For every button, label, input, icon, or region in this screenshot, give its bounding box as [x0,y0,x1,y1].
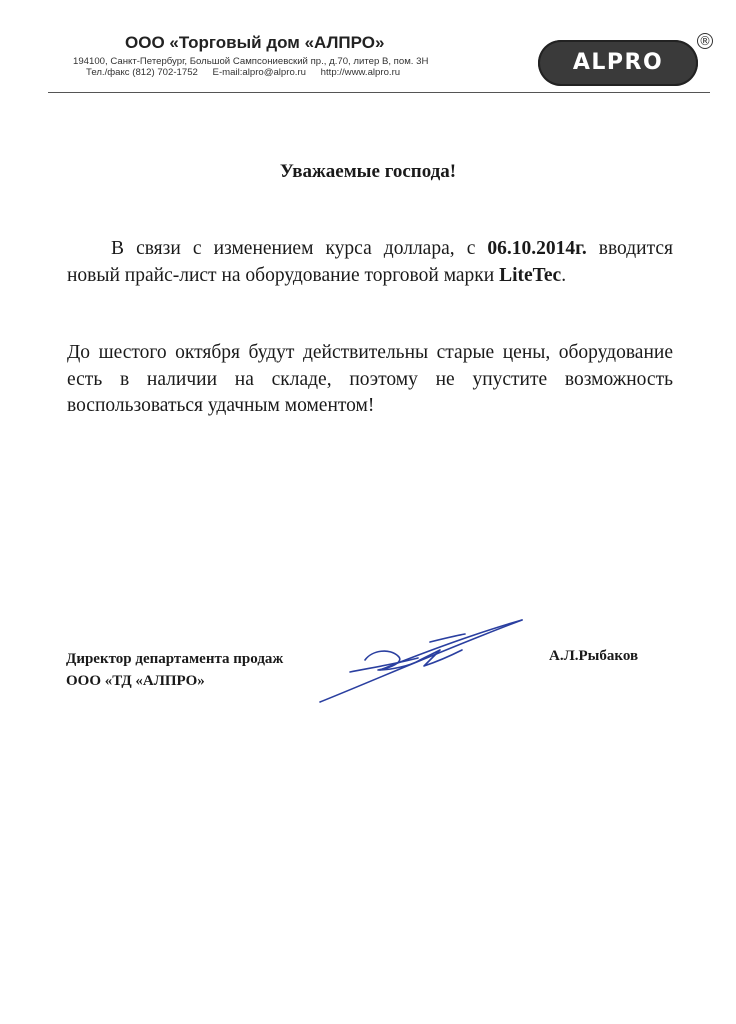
letter-paragraph-1 [67,236,673,289]
p1-text-middle: вводится новый прайс-лист на оборудование торговой марки [67,238,673,286]
logo-text: ALPRO [572,50,664,75]
p1-text-end: . [561,264,567,286]
company-name: ООО «Торговый дом «АЛПРО» [125,33,385,52]
signatory-name: А.Л.Рыбаков [549,648,639,664]
letter-greeting: Уважаемые господа! [279,161,457,182]
brand-name: LiteTec [499,264,562,286]
alpro-logo [538,40,698,86]
company-website: http://www.alpro.ru [320,67,401,78]
signatory-position: Директор департамента продаж [66,651,284,667]
company-phone: Тел./факс (812) 702-1752 [86,67,198,78]
signatory-company: ООО «ТД «АЛПРО» [66,673,205,689]
handwritten-signature [310,612,530,712]
signatory-title [66,648,283,692]
company-contacts [86,67,412,78]
letterhead [0,0,736,100]
p1-text-start: В связи с изменением курса доллара, с [111,238,488,259]
letter-paragraph-2: До шестого октября будут действительны старые цены, оборудование есть в наличии на складе, поэтому не упустите возможность воспользоваться удачным моментом! [67,342,673,416]
registered-mark-icon: ® [699,34,711,48]
company-email: E-mail:alpro@alpro.ru [212,67,306,78]
effective-date: 06.10.2014г. [487,238,587,259]
company-address: 194100, Санкт-Петербург, Большой Сампсониевский пр., д.70, литер В, пом. 3Н [73,56,429,67]
header-divider [48,92,710,93]
